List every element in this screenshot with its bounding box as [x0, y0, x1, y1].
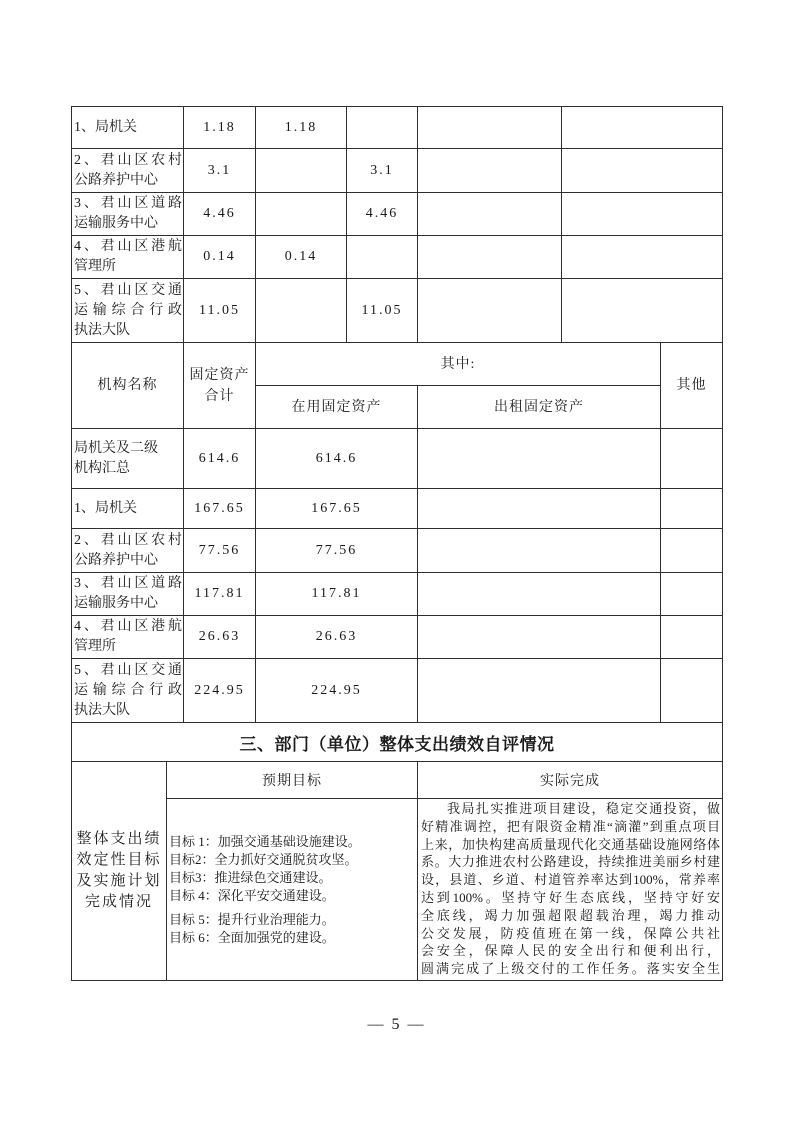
org-name-cell [72, 659, 184, 723]
org-name-line: 公路养护中心 [74, 172, 158, 188]
in-use-cell: 26.63 [256, 616, 418, 659]
header-total-line: 固定资产 [189, 367, 250, 383]
goal-item: 目标3：推进绿色交通建设。 [169, 870, 332, 885]
org-name-line: 2、君山区农村 [74, 532, 182, 548]
table-row [72, 616, 723, 659]
org-name-cell [72, 529, 184, 573]
org-name-line: 4、君山区港航 [74, 619, 182, 634]
table-row [72, 529, 723, 573]
rented-cell [418, 529, 661, 573]
table-row [72, 799, 723, 981]
value-cell: 11.05 [347, 279, 418, 343]
value-cell: 1.18 [184, 107, 256, 149]
value-cell [418, 149, 562, 193]
actual-text-line: 公交发展，防疫值班在第一线，保障公共社 [421, 925, 721, 941]
actual-text-line: 圆满完成了上级交付的工作任务。落实安全生 [421, 961, 721, 977]
org-name-line: 运输服务中心 [74, 216, 158, 231]
org-name-cell [72, 573, 184, 616]
value-cell [562, 193, 723, 236]
other-cell [661, 489, 723, 529]
value-cell: 3.1 [184, 149, 256, 193]
actual-text-line: 上来，加快构建高质量现代化交通基础设施网络体 [421, 836, 721, 852]
total-cell: 224.95 [184, 659, 256, 723]
row-label-line: 效定性目标 [76, 852, 162, 868]
table-row [72, 573, 723, 616]
row-label-line: 完成情况 [84, 894, 153, 910]
rented-cell [418, 573, 661, 616]
other-cell [661, 616, 723, 659]
actual-completion-cell [418, 799, 723, 981]
goal-item: 目标 4：深化平安交通建设。 [169, 888, 335, 903]
in-use-cell: 224.95 [256, 659, 418, 723]
rented-cell [418, 489, 661, 529]
actual-text-line: 全底线，竭力加强超限超载治理，竭力推动 [421, 907, 721, 923]
value-cell [256, 193, 347, 236]
other-cell [661, 573, 723, 616]
table-header-row [72, 762, 723, 799]
actual-text-line: 会安全，保障人民的安全出行和便利出行， [421, 943, 721, 959]
goal-item: 目标2：全力抓好交通脱贫攻坚。 [169, 852, 358, 867]
total-cell: 167.65 [184, 489, 256, 529]
value-cell [347, 236, 418, 279]
org-name-line: 机构汇总 [74, 460, 130, 476]
goal-item: 目标 1：加强交通基础设施建设。 [169, 834, 361, 849]
header-expected-goals: 预期目标 [167, 762, 418, 799]
table-row [72, 149, 723, 193]
org-name-line: 局机关及二级 [74, 440, 158, 456]
row-label-line: 整体支出绩 [76, 831, 162, 847]
org-name-line: 管理所 [74, 639, 116, 654]
performance-table [71, 722, 723, 981]
org-name-line: 运输服务中心 [74, 596, 158, 611]
org-name-line: 4、君山区港航 [74, 239, 182, 254]
org-name-cell [72, 193, 184, 236]
value-cell [256, 279, 347, 343]
table-row [72, 429, 723, 489]
value-cell [347, 107, 418, 149]
section-title: 三、部门（单位）整体支出绩效自评情况 [72, 723, 723, 762]
value-cell [418, 193, 562, 236]
table-row [72, 489, 723, 529]
org-name-line: 公路养护中心 [74, 552, 158, 568]
org-name-cell [72, 279, 184, 343]
actual-text-line: 设，县道、乡道、村道管养率达到100%，常养率 [421, 872, 721, 888]
header-other: 其他 [661, 343, 723, 429]
in-use-cell: 117.81 [256, 573, 418, 616]
actual-text-line: 达到100%。坚持守好生态底线，坚持守好安 [421, 889, 721, 905]
table-row [72, 193, 723, 236]
value-cell [256, 149, 347, 193]
value-cell: 1.18 [256, 107, 347, 149]
org-name-cell [72, 107, 184, 149]
header-of-which: 其中: [256, 343, 661, 386]
other-cell [661, 529, 723, 573]
row-label [72, 762, 167, 981]
actual-text-line: 我局扎实推进项目建设，稳定交通投资，做 [447, 801, 721, 816]
org-name-line: 运输综合行政 [74, 302, 182, 318]
value-cell [418, 107, 562, 149]
org-name-line: 3、君山区道路 [74, 196, 182, 211]
header-total-line: 合计 [204, 388, 235, 404]
header-total [184, 343, 256, 429]
total-cell: 117.81 [184, 573, 256, 616]
table-row [72, 107, 723, 149]
org-name-cell [72, 149, 184, 193]
value-cell: 0.14 [184, 236, 256, 279]
value-cell [418, 236, 562, 279]
section-title-row [72, 723, 723, 762]
header-rented: 出租固定资产 [418, 386, 661, 429]
org-name-cell [72, 616, 184, 659]
actual-text-line: 好精准调控，把有限资金精准“滴灌”到重点项目 [421, 818, 721, 834]
in-use-cell: 167.65 [256, 489, 418, 529]
fund-table [71, 106, 723, 343]
row-label-line: 及实施计划 [76, 873, 162, 889]
value-cell: 4.46 [184, 193, 256, 236]
table-row [72, 279, 723, 343]
table-row [72, 236, 723, 279]
org-name: 1、局机关 [74, 119, 137, 135]
value-cell: 3.1 [347, 149, 418, 193]
other-cell [661, 659, 723, 723]
value-cell: 4.46 [347, 193, 418, 236]
header-actual-completion: 实际完成 [418, 762, 723, 799]
org-name-cell [72, 429, 184, 489]
org-name-line: 执法大队 [74, 702, 130, 718]
goal-item: 目标 6：全面加强党的建设。 [169, 930, 335, 945]
value-cell [562, 236, 723, 279]
goal-item: 目标 5：提升行业治理能力。 [169, 912, 335, 927]
rented-cell [418, 659, 661, 723]
value-cell: 0.14 [256, 236, 347, 279]
org-name-line: 执法大队 [74, 322, 130, 338]
org-name-cell [72, 236, 184, 279]
org-name-line: 3、君山区道路 [74, 576, 182, 591]
actual-text-line: 系。大力推进农村公路建设，持续推进美丽乡村建 [421, 854, 721, 870]
in-use-cell: 614.6 [256, 429, 418, 489]
other-cell [661, 429, 723, 489]
table-header-row [72, 343, 723, 386]
org-name-line: 5、君山区交通 [74, 282, 182, 298]
value-cell [562, 107, 723, 149]
value-cell: 11.05 [184, 279, 256, 343]
rented-cell [418, 616, 661, 659]
value-cell [562, 279, 723, 343]
header-in-use: 在用固定资产 [256, 386, 418, 429]
page-number: — 5 — [367, 1016, 426, 1033]
rented-cell [418, 429, 661, 489]
table-row [72, 659, 723, 723]
value-cell [562, 149, 723, 193]
org-name-line: 1、局机关 [74, 500, 137, 516]
goals-cell [167, 799, 418, 981]
org-name-cell [72, 489, 184, 529]
header-org-name: 机构名称 [72, 343, 184, 429]
org-name-line: 2、君山区农村 [74, 152, 182, 168]
total-cell: 26.63 [184, 616, 256, 659]
org-name-line: 5、君山区交通 [74, 662, 182, 678]
fixed-asset-table [71, 342, 723, 723]
total-cell: 77.56 [184, 529, 256, 573]
org-name-line: 管理所 [74, 259, 116, 274]
total-cell: 614.6 [184, 429, 256, 489]
org-name-line: 运输综合行政 [74, 682, 182, 698]
in-use-cell: 77.56 [256, 529, 418, 573]
value-cell [418, 279, 562, 343]
